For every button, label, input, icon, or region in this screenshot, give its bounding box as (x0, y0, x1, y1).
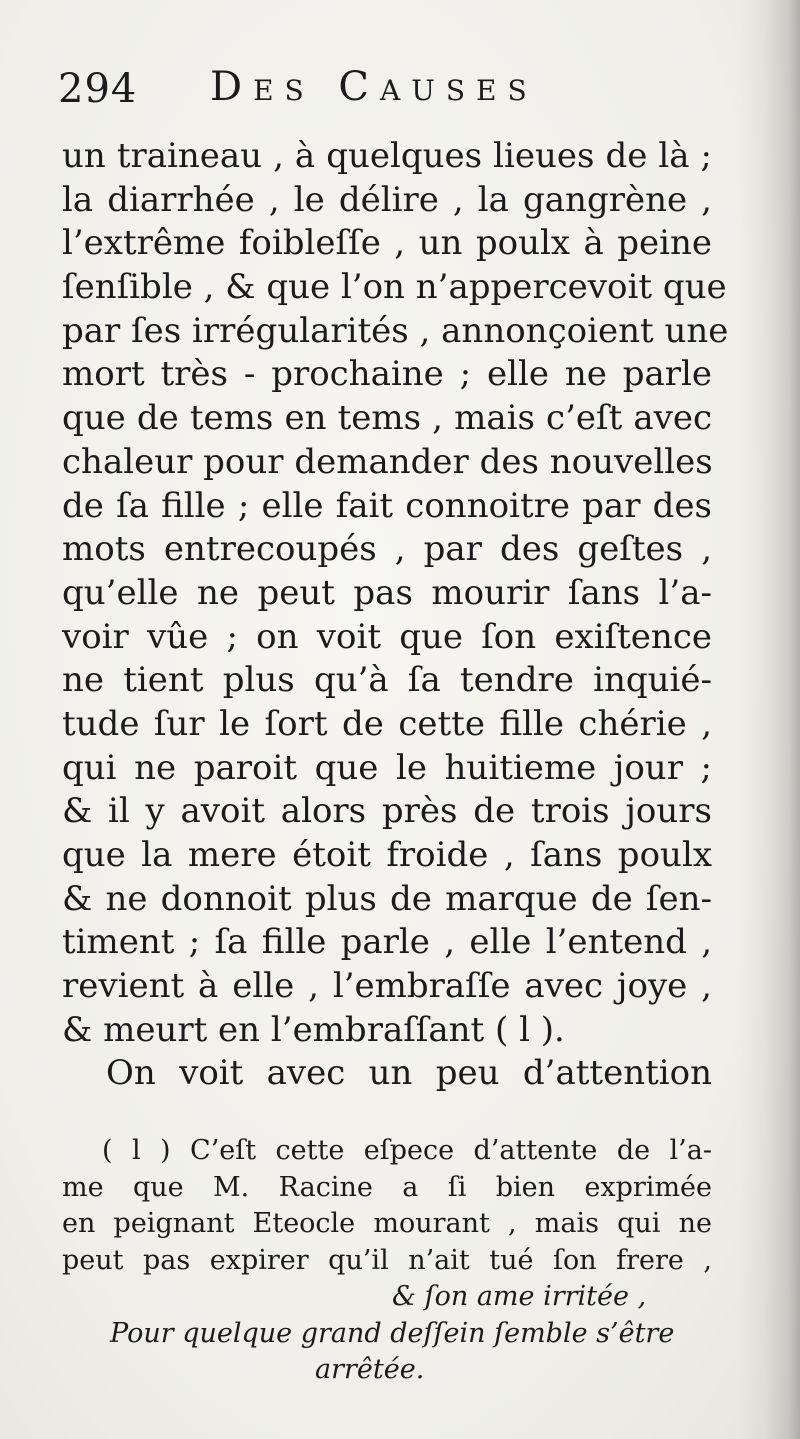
text-line: qui ne paroit que le huitieme jour ; (62, 747, 712, 788)
verse-line: Pour quelque grand deſſein ſemble s’être (110, 1317, 675, 1349)
verse-line: arrêtée. (315, 1354, 425, 1385)
text-line: que la mere étoit froide , ſans poulx (62, 835, 712, 875)
footnote-line: en peignant Eteocle mourant , mais qui ne (62, 1208, 712, 1239)
text-line: mots entrecoupés , par des geſtes , (62, 529, 712, 570)
text-line: que de tems en tems , mais c’eſt avec (62, 398, 712, 439)
body-text (62, 135, 729, 1096)
text-line: timent ; ſa fille parle , elle l’entend , (62, 922, 712, 963)
text-line: On voit avec un peu d’attention (106, 1053, 712, 1094)
text-line: mort très - prochaine ; elle ne parle (62, 354, 712, 395)
text-line: qu’elle ne peut pas mourir ſans l’a- (62, 572, 712, 613)
text-line: & ne donnoit plus de marque de ſen- (62, 878, 712, 919)
page-number: 294 (58, 66, 138, 112)
text-line: de ſa fille ; elle fait connoitre par des (62, 485, 712, 526)
footnote-line: ( l ) C’eſt cette eſpece d’attente de l’a- (102, 1135, 712, 1166)
verse-line: & ſon ame irritée , (392, 1281, 647, 1312)
footnote-line: peut pas expirer qu’il n’ait tué ſon frere , (62, 1244, 712, 1276)
text-line: voir vûe ; on voit que ſon exiſtence (62, 616, 712, 657)
footnote (62, 1133, 712, 1389)
text-line: l’extrême foibleſſe , un poulx à peine (62, 223, 712, 264)
text-line: & il y avoit alors près de trois jours (62, 791, 712, 832)
text-line: ne tient plus qu’à ſa tendre inquié- (62, 660, 712, 701)
text-line: la diarrhée , le délire , la gangrène , (62, 179, 712, 220)
footnote-line: me que M. Racine a ſi bien exprimée (62, 1171, 712, 1203)
page-gutter-shadow (738, 0, 800, 1439)
running-title: Des Causes (210, 64, 538, 110)
text-line: & meurt en l’embraſſant ( l ). (62, 1009, 565, 1050)
text-line: par ſes irrégularités , annonçoient une (62, 310, 729, 351)
text-line: revient à elle , l’embraſſe avec joye , (62, 966, 712, 1007)
text-line: tude ſur le ſort de cette fille chérie , (62, 703, 712, 744)
text-line: chaleur pour demander des nouvelles (62, 441, 713, 482)
text-line: un traineau , à quelques lieues de là ; (62, 136, 712, 176)
page-header (58, 60, 698, 120)
text-line: ſenſible , & que l’on n’appercevoit que (62, 267, 727, 308)
